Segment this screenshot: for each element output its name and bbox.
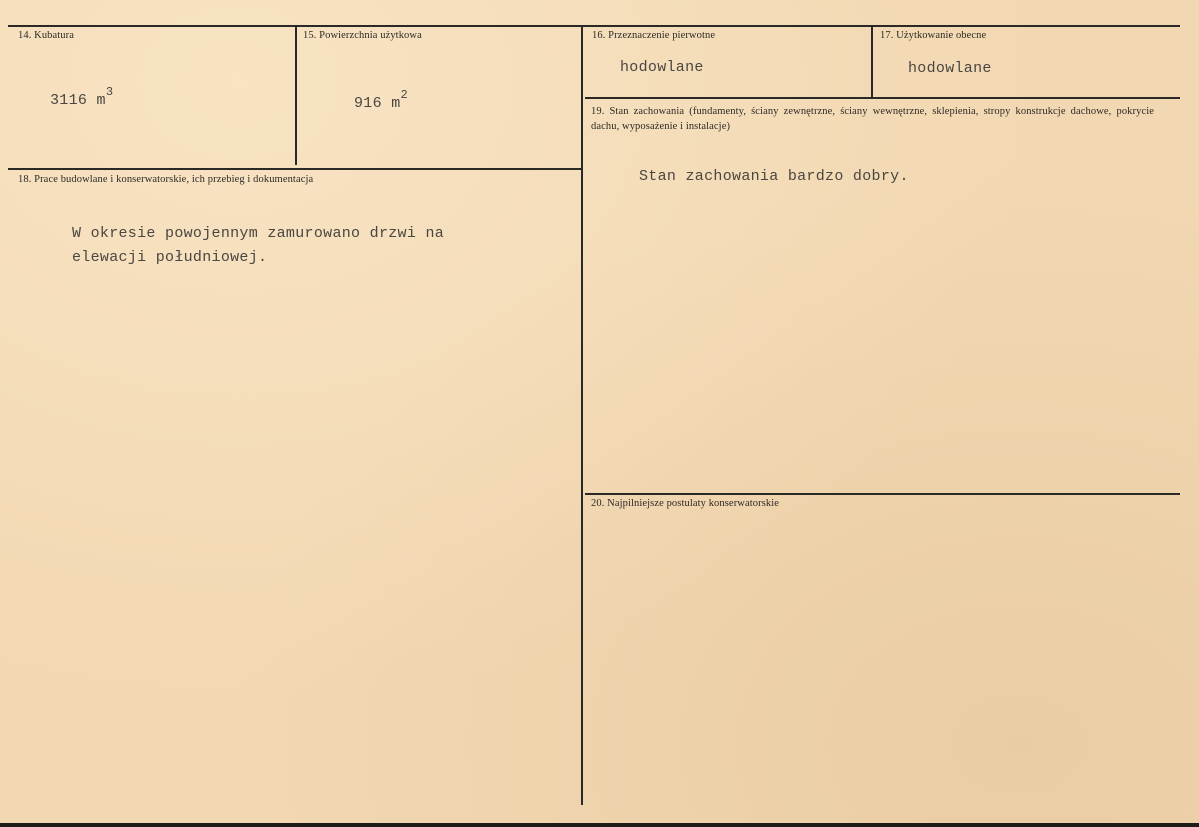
field-18-label: 18. Prace budowlane i konserwatorskie, ich przebieg i dokumentacja <box>18 174 314 185</box>
rule-under-14-15 <box>8 168 583 170</box>
divider-14-15 <box>295 25 297 165</box>
top-rule <box>8 25 1180 27</box>
field-16-value: hodowlane <box>620 59 704 76</box>
field-14-number: 3116 m <box>50 92 106 109</box>
field-15-number: 916 m <box>354 95 401 112</box>
field-18-value: W okresie powojennym zamurowano drzwi na elewacji południowej. <box>72 225 445 266</box>
rule-above-20 <box>585 493 1180 495</box>
field-14-unit-exponent: 3 <box>105 85 114 99</box>
rule-under-16-17 <box>585 97 1180 99</box>
field-20-label: 20. Najpilniejsze postulaty konserwatorskie <box>591 498 780 509</box>
field-14-label: 14. Kubatura <box>18 30 75 41</box>
field-17-value: hodowlane <box>908 60 992 77</box>
center-divider <box>581 25 583 805</box>
field-16-label: 16. Przeznaczenie pierwotne <box>592 30 716 41</box>
field-15-value <box>354 88 409 112</box>
field-19-label: 19. Stan zachowania (fundamenty, ściany zewnętrzne, ściany wewnętrzne, sklepienia, stropy konstrukcje dachowe, pokrycie dachu, wyposażenie i instalacje) <box>591 106 1154 132</box>
field-15-label: 15. Powierzchnia użytkowa <box>303 30 422 41</box>
field-14-value <box>50 85 114 109</box>
card-bottom-edge <box>0 823 1199 827</box>
divider-16-17 <box>871 25 873 97</box>
field-17-label: 17. Użytkowanie obecne <box>880 30 987 41</box>
field-19-value: Stan zachowania bardzo dobry. <box>639 168 909 185</box>
field-15-unit-exponent: 2 <box>400 88 409 102</box>
